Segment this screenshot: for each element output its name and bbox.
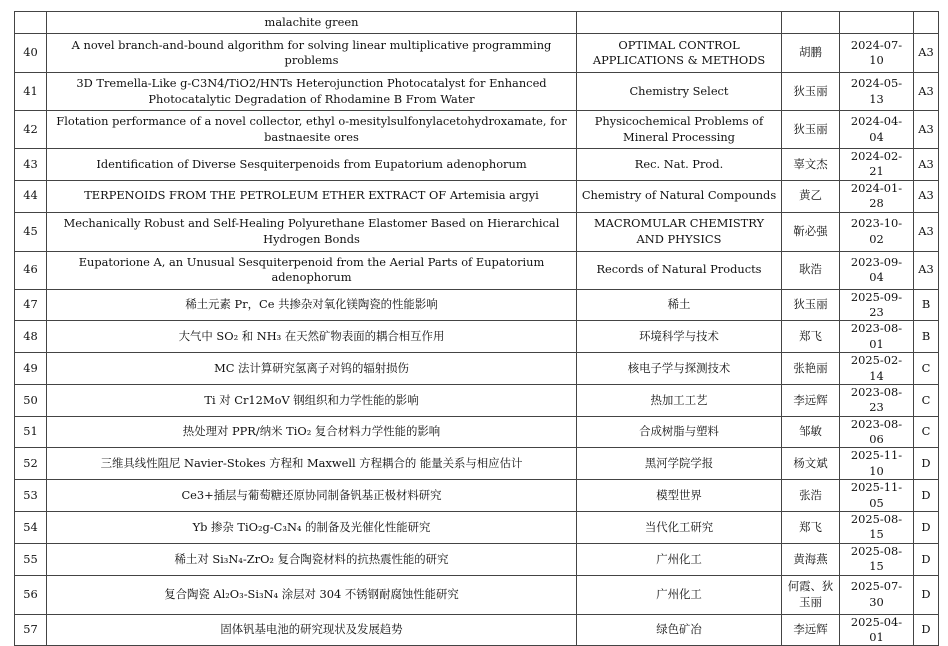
table-row bbox=[15, 575, 939, 614]
row-number: 57 bbox=[15, 614, 47, 646]
paper-title: 三维具线性阻尼 Navier-Stokes 方程和 Maxwell 方程耦合的 能量关系与相应估计 bbox=[47, 448, 577, 480]
paper-title: Flotation performance of a novel collector, ethyl o-mesitylsulfonylacetohydroxamate, for bastnaesite ores bbox=[47, 111, 577, 149]
paper-title: Eupatorione A, an Unusual Sesquiterpenoid from the Aerial Parts of Eupatorium adenophorum bbox=[47, 251, 577, 289]
author-name: 狄玉丽 bbox=[782, 73, 840, 111]
row-number: 55 bbox=[15, 543, 47, 575]
journal-grade: A3 bbox=[914, 180, 939, 212]
table-row bbox=[15, 149, 939, 181]
publish-date: 2023-09-04 bbox=[840, 251, 914, 289]
author-name: 狄玉丽 bbox=[782, 289, 840, 321]
publish-date: 2023-08-01 bbox=[840, 321, 914, 353]
journal-name: Chemistry Select bbox=[577, 73, 782, 111]
journal-name: Rec. Nat. Prod. bbox=[577, 149, 782, 181]
row-number: 56 bbox=[15, 575, 47, 614]
journal-grade: A3 bbox=[914, 73, 939, 111]
paper-title: malachite green bbox=[47, 12, 577, 34]
paper-title: Mechanically Robust and Self-Healing Polyurethane Elastomer Based on Hierarchical Hydrogen Bonds bbox=[47, 212, 577, 251]
journal-grade: A3 bbox=[914, 111, 939, 149]
publish-date: 2025-08-15 bbox=[840, 543, 914, 575]
publish-date: 2023-08-23 bbox=[840, 384, 914, 416]
journal-grade bbox=[914, 12, 939, 34]
row-number: 46 bbox=[15, 251, 47, 289]
row-number: 50 bbox=[15, 384, 47, 416]
table-row bbox=[15, 251, 939, 289]
table-row bbox=[15, 73, 939, 111]
journal-name: 广州化工 bbox=[577, 575, 782, 614]
author-name: 胡鹏 bbox=[782, 34, 840, 73]
row-number: 41 bbox=[15, 73, 47, 111]
paper-title: 3D Tremella-Like g-C3N4/TiO2/HNTs Heterojunction Photocatalyst for Enhanced Photocatalytic Degradation of Rhodamine B From Water bbox=[47, 73, 577, 111]
journal-grade: D bbox=[914, 512, 939, 544]
journal-grade: B bbox=[914, 321, 939, 353]
author-name: 何霞、狄玉丽 bbox=[782, 575, 840, 614]
journal-grade: A3 bbox=[914, 149, 939, 181]
journal-grade: D bbox=[914, 614, 939, 646]
publish-date: 2025-04-01 bbox=[840, 614, 914, 646]
table-row bbox=[15, 180, 939, 212]
row-number: 44 bbox=[15, 180, 47, 212]
journal-grade: D bbox=[914, 480, 939, 512]
row-number bbox=[15, 12, 47, 34]
journal-grade: C bbox=[914, 353, 939, 385]
author-name: 郑飞 bbox=[782, 321, 840, 353]
journal-name: Records of Natural Products bbox=[577, 251, 782, 289]
publish-date: 2025-02-14 bbox=[840, 353, 914, 385]
row-number: 48 bbox=[15, 321, 47, 353]
paper-title: 热处理对 PPR/纳米 TiO₂ 复合材料力学性能的影响 bbox=[47, 416, 577, 448]
row-number: 53 bbox=[15, 480, 47, 512]
author-name: 邹敏 bbox=[782, 416, 840, 448]
journal-grade: A3 bbox=[914, 212, 939, 251]
journal-name: Physicochemical Problems of Mineral Processing bbox=[577, 111, 782, 149]
table-row bbox=[15, 111, 939, 149]
paper-title: Yb 掺杂 TiO₂g-C₃N₄ 的制备及光催化性能研究 bbox=[47, 512, 577, 544]
table-row bbox=[15, 614, 939, 646]
journal-name: 稀土 bbox=[577, 289, 782, 321]
paper-title: Ce3+插层与葡萄糖还原协同制备钒基正极材料研究 bbox=[47, 480, 577, 512]
author-name: 张浩 bbox=[782, 480, 840, 512]
paper-title: 固体钒基电池的研究现状及发展趋势 bbox=[47, 614, 577, 646]
paper-title: 稀土对 Si₃N₄-ZrO₂ 复合陶瓷材料的抗热震性能的研究 bbox=[47, 543, 577, 575]
author-name: 辜文杰 bbox=[782, 149, 840, 181]
row-number: 51 bbox=[15, 416, 47, 448]
publish-date: 2024-02-21 bbox=[840, 149, 914, 181]
author-name: 李远辉 bbox=[782, 384, 840, 416]
paper-title: Ti 对 Cr12MoV 钢组织和力学性能的影响 bbox=[47, 384, 577, 416]
paper-title: A novel branch-and-bound algorithm for solving linear multiplicative programming problems bbox=[47, 34, 577, 73]
journal-grade: A3 bbox=[914, 251, 939, 289]
author-name: 黄海燕 bbox=[782, 543, 840, 575]
table-row bbox=[15, 289, 939, 321]
publish-date: 2024-01-28 bbox=[840, 180, 914, 212]
publish-date: 2024-04-04 bbox=[840, 111, 914, 149]
publish-date: 2024-07-10 bbox=[840, 34, 914, 73]
journal-name: 合成树脂与塑料 bbox=[577, 416, 782, 448]
paper-title: 稀土元素 Pr，Ce 共掺杂对氧化镁陶瓷的性能影响 bbox=[47, 289, 577, 321]
row-number: 43 bbox=[15, 149, 47, 181]
publish-date: 2025-07-30 bbox=[840, 575, 914, 614]
journal-name bbox=[577, 12, 782, 34]
publish-date: 2023-08-06 bbox=[840, 416, 914, 448]
journal-name: 广州化工 bbox=[577, 543, 782, 575]
author-name: 杨文斌 bbox=[782, 448, 840, 480]
paper-title: MC 法计算研究氢离子对钨的辐射损伤 bbox=[47, 353, 577, 385]
author-name: 狄玉丽 bbox=[782, 111, 840, 149]
publish-date: 2025-11-05 bbox=[840, 480, 914, 512]
journal-grade: A3 bbox=[914, 34, 939, 73]
author-name: 耿浩 bbox=[782, 251, 840, 289]
row-number: 54 bbox=[15, 512, 47, 544]
row-number: 40 bbox=[15, 34, 47, 73]
journal-name: 环境科学与技术 bbox=[577, 321, 782, 353]
row-number: 52 bbox=[15, 448, 47, 480]
author-name: 张艳丽 bbox=[782, 353, 840, 385]
author-name bbox=[782, 12, 840, 34]
journal-grade: C bbox=[914, 416, 939, 448]
paper-title: 复合陶瓷 Al₂O₃-Si₃N₄ 涂层对 304 不锈钢耐腐蚀性能研究 bbox=[47, 575, 577, 614]
journal-name: 模型世界 bbox=[577, 480, 782, 512]
row-number: 49 bbox=[15, 353, 47, 385]
journal-grade: B bbox=[914, 289, 939, 321]
journal-grade: D bbox=[914, 448, 939, 480]
publication-table-body bbox=[15, 12, 939, 646]
table-row bbox=[15, 480, 939, 512]
author-name: 李远辉 bbox=[782, 614, 840, 646]
table-row bbox=[15, 512, 939, 544]
journal-name: 当代化工研究 bbox=[577, 512, 782, 544]
row-number: 42 bbox=[15, 111, 47, 149]
paper-title: TERPENOIDS FROM THE PETROLEUM ETHER EXTRACT OF Artemisia argyi bbox=[47, 180, 577, 212]
journal-name: 热加工工艺 bbox=[577, 384, 782, 416]
journal-name: MACROMULAR CHEMISTRY AND PHYSICS bbox=[577, 212, 782, 251]
table-row-continued bbox=[15, 12, 939, 34]
author-name: 郑飞 bbox=[782, 512, 840, 544]
row-number: 47 bbox=[15, 289, 47, 321]
paper-title: Identification of Diverse Sesquiterpenoids from Eupatorium adenophorum bbox=[47, 149, 577, 181]
publication-table bbox=[14, 11, 939, 646]
journal-grade: C bbox=[914, 384, 939, 416]
publish-date: 2025-08-15 bbox=[840, 512, 914, 544]
journal-grade: D bbox=[914, 575, 939, 614]
journal-name: Chemistry of Natural Compounds bbox=[577, 180, 782, 212]
journal-name: 核电子学与探测技术 bbox=[577, 353, 782, 385]
table-row bbox=[15, 212, 939, 251]
publish-date: 2025-09-23 bbox=[840, 289, 914, 321]
table-row bbox=[15, 321, 939, 353]
table-row bbox=[15, 34, 939, 73]
author-name: 靳必强 bbox=[782, 212, 840, 251]
paper-title: 大气中 SO₂ 和 NH₃ 在天然矿物表面的耦合相互作用 bbox=[47, 321, 577, 353]
publish-date: 2025-11-10 bbox=[840, 448, 914, 480]
table-row bbox=[15, 543, 939, 575]
publish-date: 2023-10-02 bbox=[840, 212, 914, 251]
journal-name: OPTIMAL CONTROL APPLICATIONS & METHODS bbox=[577, 34, 782, 73]
table-row bbox=[15, 384, 939, 416]
table-row bbox=[15, 448, 939, 480]
table-row bbox=[15, 353, 939, 385]
row-number: 45 bbox=[15, 212, 47, 251]
table-row bbox=[15, 416, 939, 448]
publish-date: 2024-05-13 bbox=[840, 73, 914, 111]
publish-date bbox=[840, 12, 914, 34]
journal-grade: D bbox=[914, 543, 939, 575]
journal-name: 黑河学院学报 bbox=[577, 448, 782, 480]
author-name: 黄乙 bbox=[782, 180, 840, 212]
journal-name: 绿色矿冶 bbox=[577, 614, 782, 646]
